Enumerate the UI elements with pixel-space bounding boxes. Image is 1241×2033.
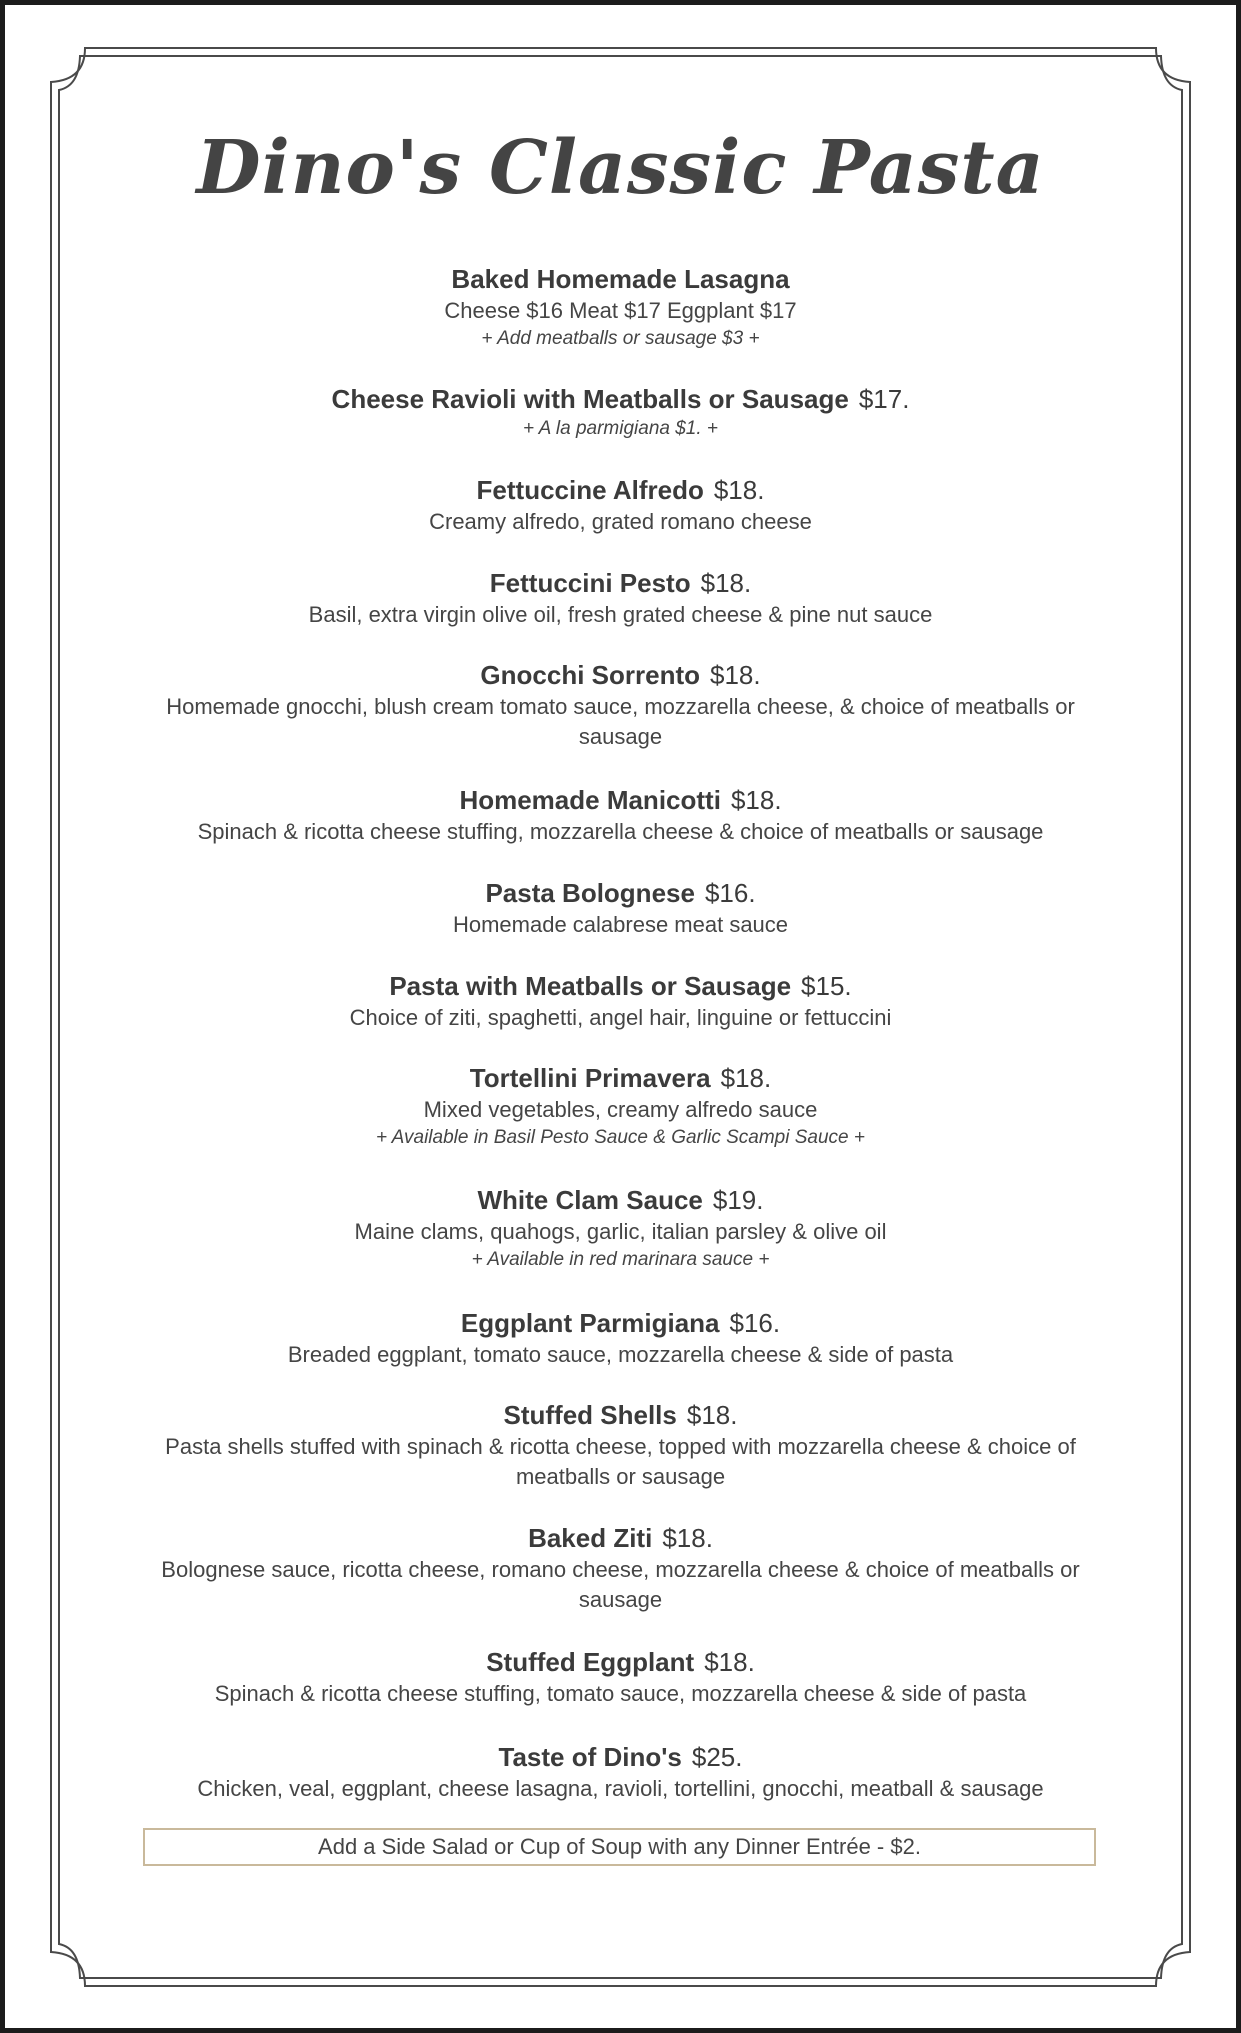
item-heading: [140, 1521, 1101, 1555]
item-price: $18.: [700, 568, 752, 598]
item-price: $15.: [801, 971, 852, 1001]
menu-item: [140, 382, 1101, 442]
item-note: + A la parmigiana $1. +: [522, 418, 719, 439]
item-description: Bolognese sauce, ricotta cheese, romano cheese, mozzarella cheese & choice of meatballs or sausage: [161, 1557, 1080, 1612]
item-price: $18.: [686, 1400, 738, 1430]
item-heading: [140, 1398, 1101, 1432]
item-heading: [140, 1740, 1101, 1774]
item-heading: [140, 969, 1101, 1003]
item-description: Homemade calabrese meat sauce: [452, 912, 789, 937]
menu-item: [140, 969, 1101, 1033]
menu-item: [140, 783, 1101, 847]
menu-item: [140, 1183, 1101, 1273]
item-name: Tortellini Primavera: [469, 1063, 711, 1093]
item-heading: [140, 876, 1101, 910]
item-description: Choice of ziti, spaghetti, angel hair, linguine or fettuccini: [349, 1005, 892, 1030]
item-name: Pasta with Meatballs or Sausage: [389, 971, 792, 1001]
menu-item: [140, 1521, 1101, 1615]
item-description: Chicken, veal, eggplant, cheese lasagna, ravioli, tortellini, gnocchi, meatball & sausage: [197, 1776, 1044, 1801]
menu-item: [140, 876, 1101, 940]
item-price: $18.: [709, 660, 761, 690]
item-heading: [140, 1645, 1101, 1679]
item-name: Fettuccini Pesto: [489, 568, 691, 598]
item-note: + Available in red marinara sauce +: [471, 1249, 770, 1270]
item-description: Breaded eggplant, tomato sauce, mozzarella cheese & side of pasta: [287, 1342, 954, 1367]
item-heading: [140, 262, 1101, 296]
item-price: $18.: [720, 1063, 772, 1093]
item-note: + Add meatballs or sausage $3 +: [481, 328, 760, 349]
item-name: Stuffed Shells: [503, 1400, 677, 1430]
item-note: + Available in Basil Pesto Sauce & Garlic Scampi Sauce +: [376, 1127, 865, 1148]
menu-item: [140, 1740, 1101, 1804]
item-name: Cheese Ravioli with Meatballs or Sausage: [331, 384, 849, 414]
item-price: $16.: [729, 1308, 781, 1338]
item-price: $18.: [713, 475, 765, 505]
item-name: Eggplant Parmigiana: [460, 1308, 720, 1338]
item-name: Baked Ziti: [528, 1523, 653, 1553]
item-heading: [140, 783, 1101, 817]
item-heading: [140, 658, 1101, 692]
item-heading: [140, 566, 1101, 600]
item-description: Maine clams, quahogs, garlic, italian parsley & olive oil: [354, 1219, 887, 1244]
item-name: Baked Homemade Lasagna: [451, 264, 790, 294]
item-price: $19.: [712, 1185, 764, 1215]
item-name: Stuffed Eggplant: [486, 1647, 695, 1677]
item-heading: [140, 473, 1101, 507]
menu-item: [140, 1645, 1101, 1709]
item-name: Fettuccine Alfredo: [476, 475, 704, 505]
item-description: Spinach & ricotta cheese stuffing, tomato sauce, mozzarella cheese & side of pasta: [214, 1681, 1027, 1706]
item-price: $25.: [691, 1742, 743, 1772]
item-heading: [140, 1183, 1101, 1217]
item-price: $18.: [730, 785, 782, 815]
menu-item: [140, 1306, 1101, 1370]
item-description: Cheese $16 Meat $17 Eggplant $17: [444, 298, 797, 323]
item-heading: [140, 382, 1101, 416]
side-salad-offer: Add a Side Salad or Cup of Soup with any Dinner Entrée - $2.: [143, 1828, 1096, 1866]
item-name: White Clam Sauce: [477, 1185, 703, 1215]
menu-item: [140, 262, 1101, 352]
menu-item: [140, 1398, 1101, 1492]
item-heading: [140, 1061, 1101, 1095]
item-description: Spinach & ricotta cheese stuffing, mozzarella cheese & choice of meatballs or sausage: [197, 819, 1044, 844]
item-description: Basil, extra virgin olive oil, fresh grated cheese & pine nut sauce: [308, 602, 933, 627]
menu-item: [140, 566, 1101, 630]
item-price: $16.: [704, 878, 756, 908]
item-name: Pasta Bolognese: [485, 878, 695, 908]
menu-item: [140, 1061, 1101, 1151]
menu-item: [140, 658, 1101, 752]
item-description: Creamy alfredo, grated romano cheese: [429, 509, 812, 534]
item-description: Mixed vegetables, creamy alfredo sauce: [423, 1097, 818, 1122]
item-description: Pasta shells stuffed with spinach & ricotta cheese, topped with mozzarella cheese & choice of meatballs or sausage: [165, 1434, 1076, 1489]
item-price: $17.: [858, 384, 910, 414]
menu-title: Dino's Classic Pasta: [196, 125, 1045, 211]
menu-item: [140, 473, 1101, 537]
item-price: $18.: [704, 1647, 755, 1677]
item-price: $18.: [662, 1523, 713, 1553]
item-description: Homemade gnocchi, blush cream tomato sauce, mozzarella cheese, & choice of meatballs or sausage: [166, 694, 1075, 749]
item-name: Homemade Manicotti: [459, 785, 721, 815]
item-name: Gnocchi Sorrento: [480, 660, 700, 690]
item-name: Taste of Dino's: [498, 1742, 682, 1772]
item-heading: [140, 1306, 1101, 1340]
